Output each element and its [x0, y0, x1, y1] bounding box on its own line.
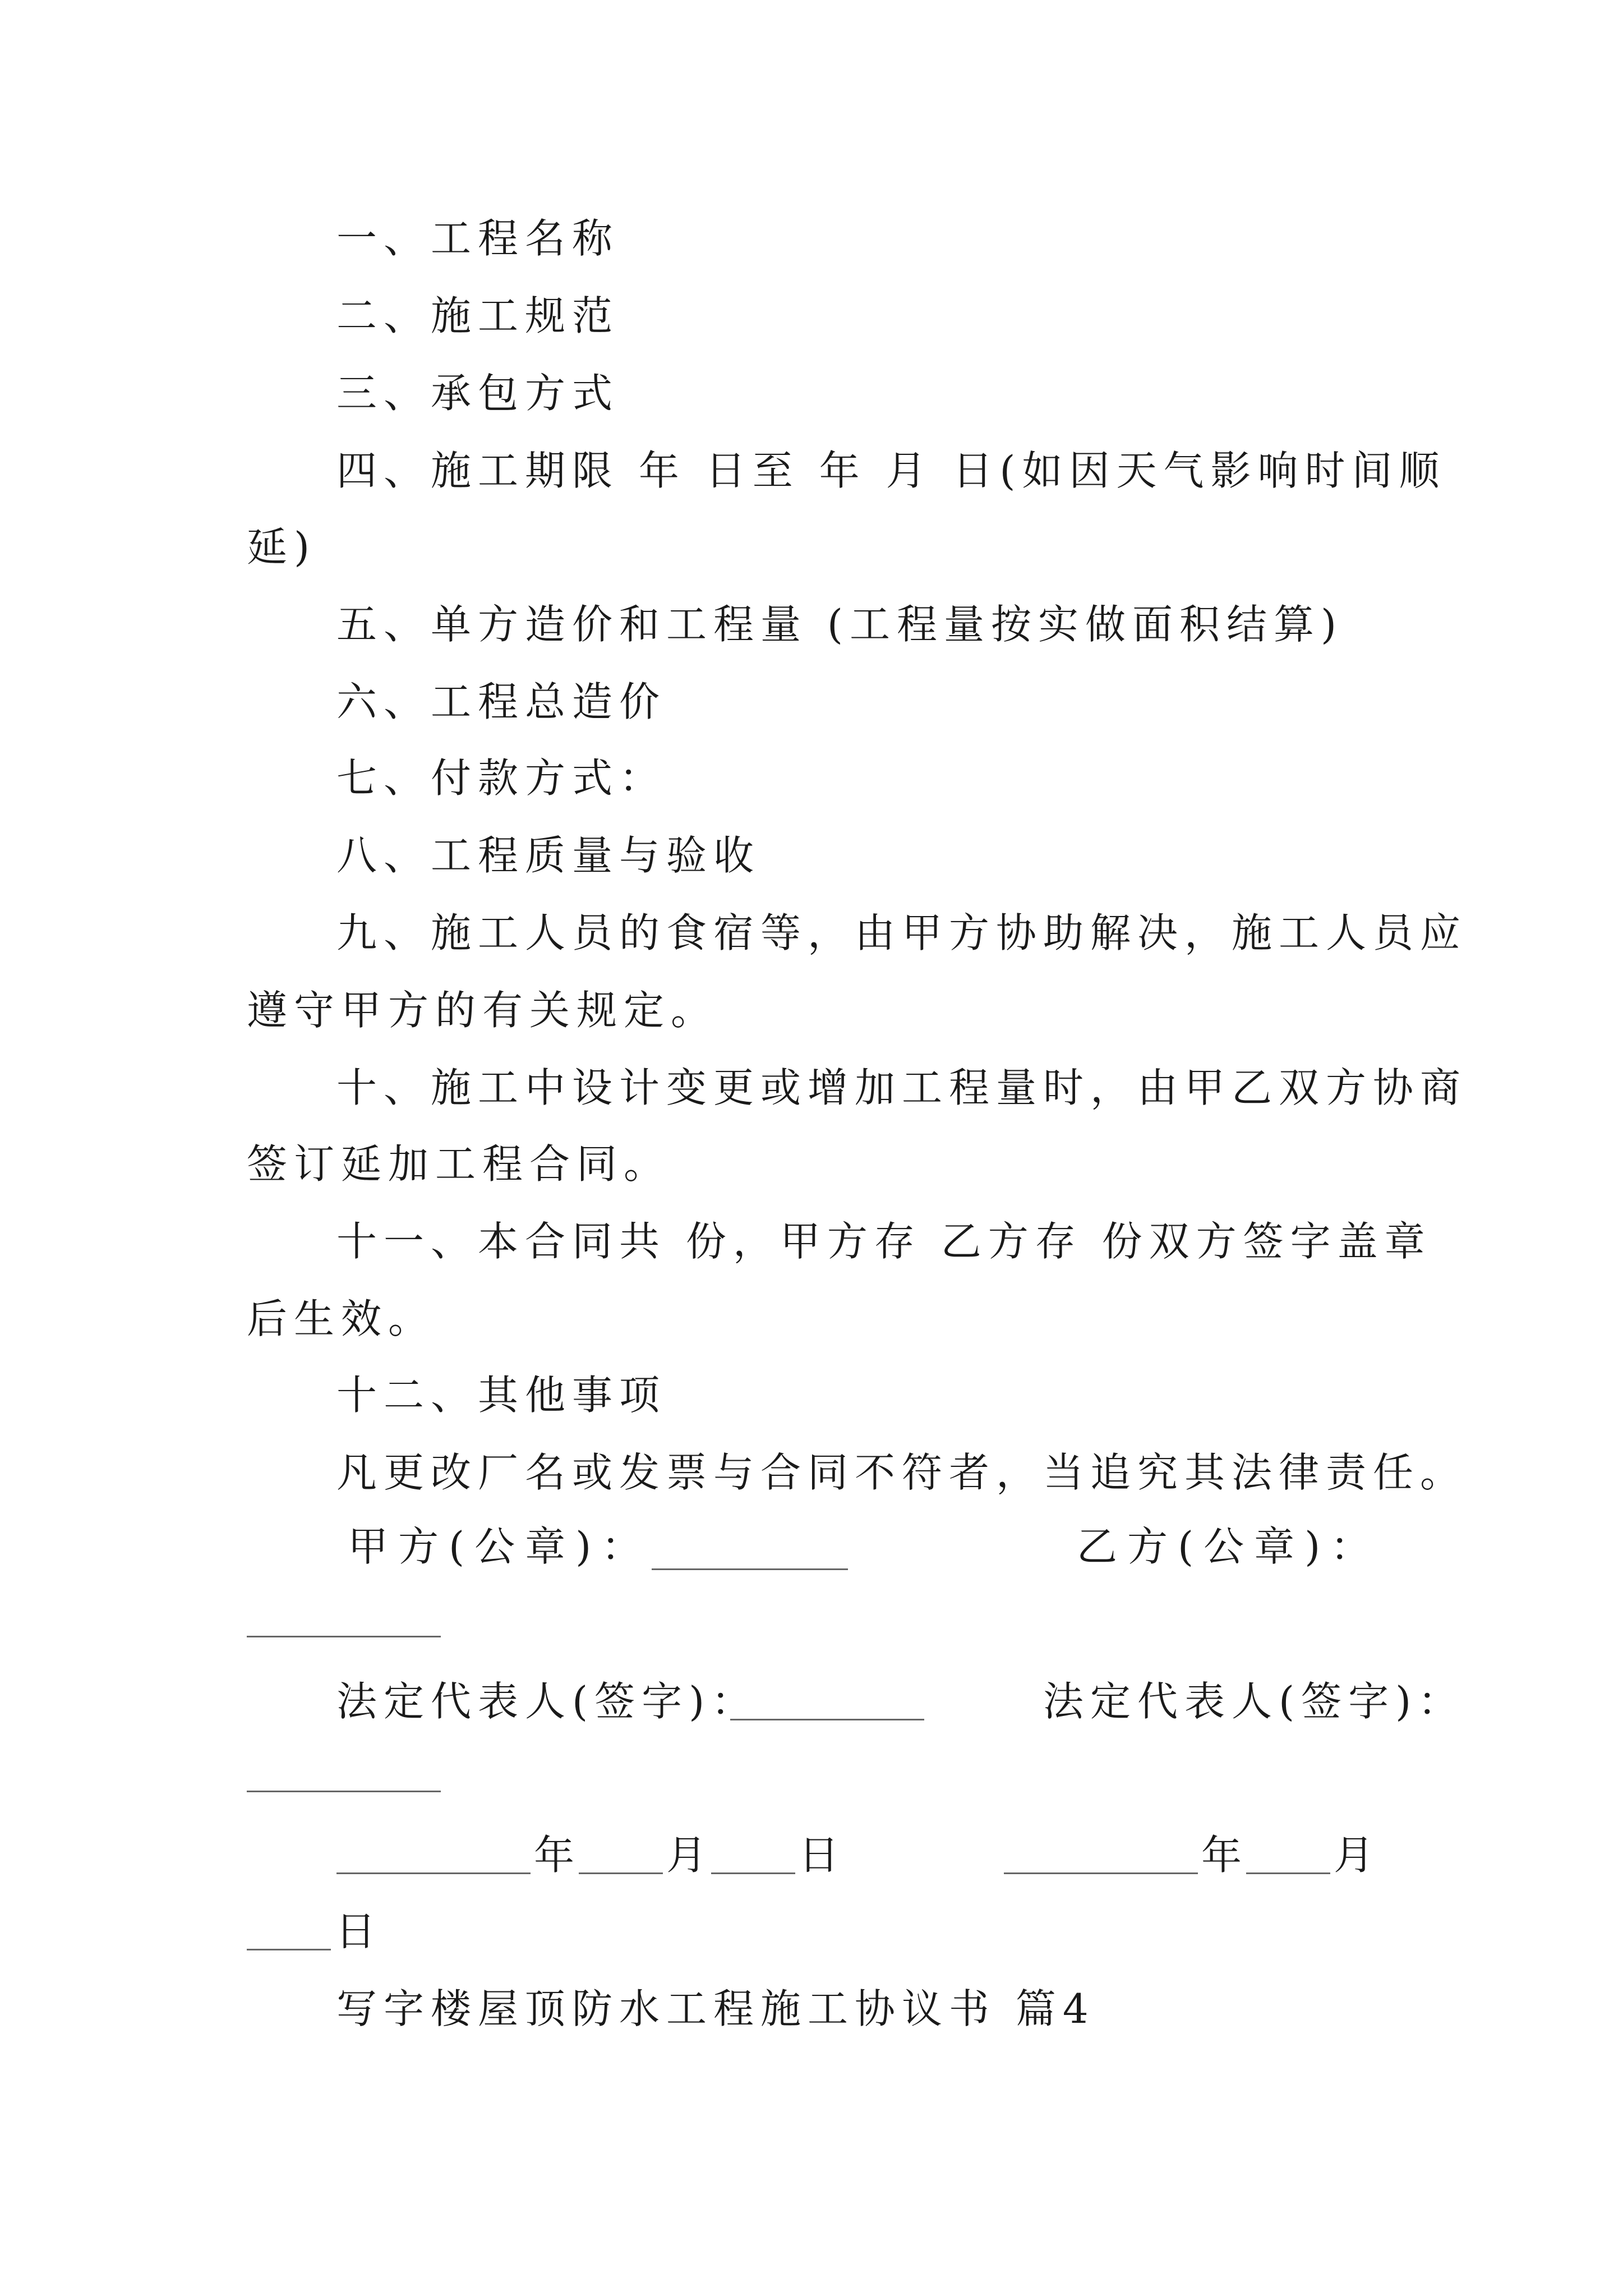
party-a-rep-label: 法定代表人(签字)： — [336, 1678, 759, 1725]
clause-1: 一、工程名称 — [336, 215, 620, 262]
party-b-rep-blank — [247, 1791, 441, 1792]
party-a-seal-label: 甲方(公章)： — [348, 1523, 652, 1570]
party-b-year-blank — [1004, 1872, 1198, 1874]
clause-12: 十二、其他事项 — [336, 1372, 667, 1419]
clause-4-line-1: 四、施工期限 年 日至 年 月 日(如因天气影响时间顺 — [336, 447, 1446, 494]
clause-9-line-1: 九、施工人员的食宿等，由甲方协助解决，施工人员应 — [336, 909, 1468, 956]
party-a-rep-blank — [730, 1719, 924, 1720]
clause-12-note: 凡更改厂名或发票与合同不符者，当追究其法律责任。 — [336, 1449, 1468, 1496]
party-a-year-blank — [336, 1872, 531, 1874]
clause-6: 六、工程总造价 — [336, 678, 667, 725]
clause-9-line-2: 遵守甲方的有关规定。 — [247, 987, 718, 1034]
party-a-seal-blank — [652, 1568, 848, 1570]
party-b-day-blank — [247, 1949, 331, 1950]
party-b-rep-label: 法定代表人(签字)： — [1043, 1678, 1465, 1725]
party-a-day-label: 日 — [799, 1832, 840, 1879]
party-b-seal-label: 乙方(公章)： — [1077, 1523, 1381, 1570]
next-section-heading: 写字楼屋顶防水工程施工协议书 篇4 — [336, 1985, 1095, 2032]
clause-11-line-2: 后生效。 — [247, 1295, 436, 1342]
party-b-seal-blank — [247, 1636, 441, 1637]
party-a-year-label: 年 — [534, 1832, 575, 1879]
clause-10-line-2: 签订延加工程合同。 — [247, 1140, 671, 1188]
party-a-month-label: 月 — [666, 1832, 707, 1879]
clause-8: 八、工程质量与验收 — [336, 832, 761, 879]
clause-3: 三、承包方式 — [336, 370, 620, 417]
party-b-month-label: 月 — [1334, 1832, 1375, 1879]
party-b-year-label: 年 — [1201, 1832, 1242, 1879]
clause-7: 七、付款方式： — [336, 754, 667, 802]
clause-5: 五、单方造价和工程量 (工程量按实做面积结算) — [336, 601, 1344, 648]
clause-11-line-1: 十一、本合同共 份，甲方存 乙方存 份双方签字盖章 — [336, 1218, 1432, 1265]
party-b-day-label: 日 — [335, 1908, 376, 1955]
clause-10-line-1: 十、施工中设计变更或增加工程量时，由甲乙双方协商 — [336, 1064, 1468, 1111]
party-a-month-blank — [579, 1872, 663, 1874]
clause-2: 二、施工规范 — [336, 292, 620, 339]
party-b-month-blank — [1246, 1872, 1330, 1874]
clause-4-line-2: 延) — [247, 523, 317, 570]
party-a-day-blank — [711, 1872, 795, 1874]
